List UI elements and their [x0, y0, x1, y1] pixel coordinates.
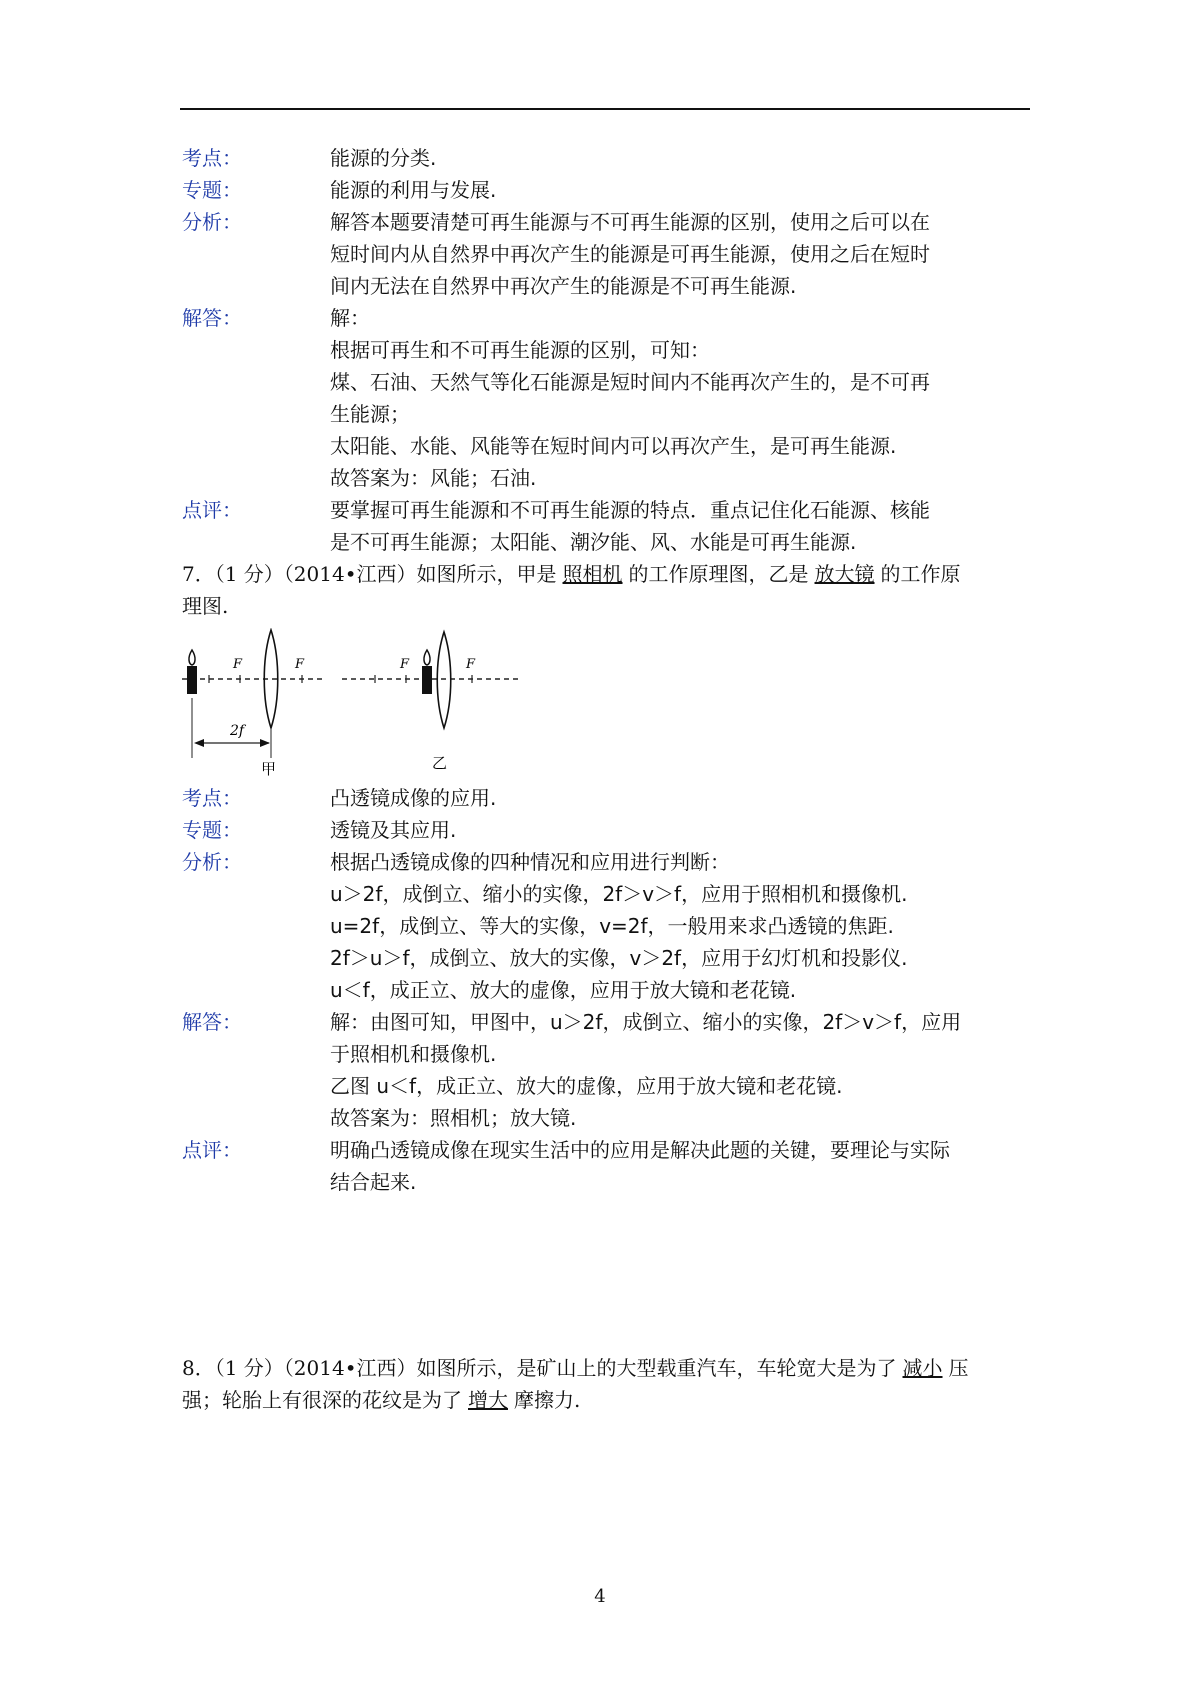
- q6-kaodian-row: [182, 142, 1042, 174]
- q7-answer-1: 照相机: [562, 562, 623, 586]
- q8-text: 摩擦力.: [514, 1388, 581, 1412]
- q8-text: 压: [948, 1356, 969, 1380]
- q8-line-2: [182, 1384, 1030, 1416]
- q6-jieda-line: 根据可再生和不可再生能源的区别，可知：: [330, 338, 710, 362]
- fenxi-label: 分析：: [182, 850, 242, 874]
- dianping-label: 点评：: [182, 1138, 242, 1162]
- q6-jieda-line: 煤、石油、天然气等化石能源是短时间内不能再次产生的，是不可再: [330, 370, 930, 394]
- q7-jieda-line: 乙图 u＜f，成正立、放大的虚像，应用于放大镜和老花镜.: [330, 1074, 843, 1098]
- q7-text: 的工作原理图，乙是: [628, 562, 809, 586]
- q6-fenxi-row: [182, 206, 1042, 302]
- q8-text: 强；轮胎上有很深的花纹是为了: [182, 1388, 462, 1412]
- q6-dianping-line: 是不可再生能源；太阳能、潮汐能、风、水能是可再生能源.: [330, 530, 857, 554]
- q7-dianping-line: 结合起来.: [330, 1170, 417, 1194]
- q7-kaodian-row: [182, 782, 1042, 814]
- q6-kaodian-text: 能源的分类.: [330, 146, 437, 170]
- q6-fenxi-line: 短时间内从自然界中再次产生的能源是可再生能源，使用之后在短时: [330, 242, 930, 266]
- lens-figure: [182, 628, 522, 776]
- q7-jieda-line: 于照相机和摄像机.: [330, 1042, 497, 1066]
- q6-fenxi-line: 间内无法在自然界中再次产生的能源是不可再生能源.: [330, 274, 797, 298]
- q7-jieda-line: 解：由图可知，甲图中，u＞2f，成倒立、缩小的实像，2f＞v＞f，应用: [330, 1010, 962, 1034]
- q7-line-1: [182, 558, 1030, 590]
- q7-kaodian-text: 凸透镜成像的应用.: [330, 786, 497, 810]
- dianping-label: 点评：: [182, 498, 242, 522]
- q6-zhuanti-text: 能源的利用与发展.: [330, 178, 497, 202]
- q7-fenxi-line: u＜f，成正立、放大的虚像，应用于放大镜和老花镜.: [330, 978, 797, 1002]
- page-number: 4: [594, 1586, 606, 1607]
- jieda-label: 解答：: [182, 1010, 242, 1034]
- caption-jia: 甲: [261, 760, 277, 776]
- q6-dianping-row: [182, 494, 1042, 558]
- q7-fenxi-line: 2f＞u＞f，成倒立、放大的实像，v＞2f，应用于幻灯机和投影仪.: [330, 946, 908, 970]
- candle-icon: [187, 666, 197, 694]
- q7-answer-2: 放大镜: [814, 562, 875, 586]
- q6-jieda-line: 太阳能、水能、风能等在短时间内可以再次产生，是可再生能源.: [330, 434, 897, 458]
- q8-line-1: [182, 1352, 1030, 1384]
- focus-label: F: [466, 657, 476, 672]
- q7-text: 的工作原: [880, 562, 961, 586]
- q8-answer-1: 减小: [902, 1356, 943, 1380]
- q6-jieda-line: 故答案为：风能；石油.: [330, 466, 537, 490]
- q7-fenxi-line: u＞2f，成倒立、缩小的实像，2f＞v＞f，应用于照相机和摄像机.: [330, 882, 908, 906]
- q7-fenxi-line: u=2f，成倒立、等大的实像，v=2f，一般用来求凸透镜的焦距.: [330, 914, 894, 938]
- q7-jieda-row: [182, 1006, 1042, 1134]
- q7-question: [182, 558, 1030, 622]
- distance-label: 2f: [230, 723, 245, 739]
- q7-text: 7．（1 分）（2014•江西）如图所示，甲是: [182, 562, 557, 586]
- q6-jieda-line: 解：: [330, 306, 370, 330]
- focus-label: F: [295, 657, 305, 672]
- zhuanti-label: 专题：: [182, 818, 242, 842]
- jieda-label: 解答：: [182, 306, 242, 330]
- q8-question: [182, 1352, 1030, 1416]
- candle-icon: [422, 666, 432, 694]
- arrow-right-icon: [260, 739, 270, 747]
- q6-jieda-line: 生能源；: [330, 402, 410, 426]
- q6-jieda-row: [182, 302, 1042, 494]
- header-rule: [180, 108, 1030, 110]
- q6-dianping-line: 要掌握可再生能源和不可再生能源的特点．重点记住化石能源、核能: [330, 498, 930, 522]
- convex-lens-icon: [437, 632, 451, 728]
- zhuanti-label: 专题：: [182, 178, 242, 202]
- q7-dianping-line: 明确凸透镜成像在现实生活中的应用是解决此题的关键，要理论与实际: [330, 1138, 950, 1162]
- arrow-left-icon: [194, 739, 204, 747]
- flame-icon: [189, 650, 195, 665]
- q8-text: 8．（1 分）（2014•江西）如图所示，是矿山上的大型载重汽车，车轮宽大是为了: [182, 1356, 897, 1380]
- kaodian-label: 考点：: [182, 146, 242, 170]
- q7-fenxi-row: [182, 846, 1042, 1006]
- focus-label: F: [233, 657, 243, 672]
- q7-dianping-row: [182, 1134, 1042, 1198]
- q7-zhuanti-text: 透镜及其应用.: [330, 818, 457, 842]
- q7-line-2: 理图.: [182, 594, 229, 618]
- q7-jieda-line: 故答案为：照相机；放大镜.: [330, 1106, 577, 1130]
- q7-fenxi-line: 根据凸透镜成像的四种情况和应用进行判断：: [330, 850, 730, 874]
- q6-fenxi-line: 解答本题要清楚可再生能源与不可再生能源的区别，使用之后可以在: [330, 210, 930, 234]
- q8-answer-2: 增大: [468, 1388, 508, 1412]
- kaodian-label: 考点：: [182, 786, 242, 810]
- q6-analysis: [182, 142, 1042, 558]
- q7-analysis: [182, 782, 1042, 1198]
- q6-zhuanti-row: [182, 174, 1042, 206]
- flame-icon: [424, 650, 430, 665]
- caption-yi: 乙: [432, 754, 448, 772]
- fenxi-label: 分析：: [182, 210, 242, 234]
- focus-label: F: [400, 657, 410, 672]
- q7-zhuanti-row: [182, 814, 1042, 846]
